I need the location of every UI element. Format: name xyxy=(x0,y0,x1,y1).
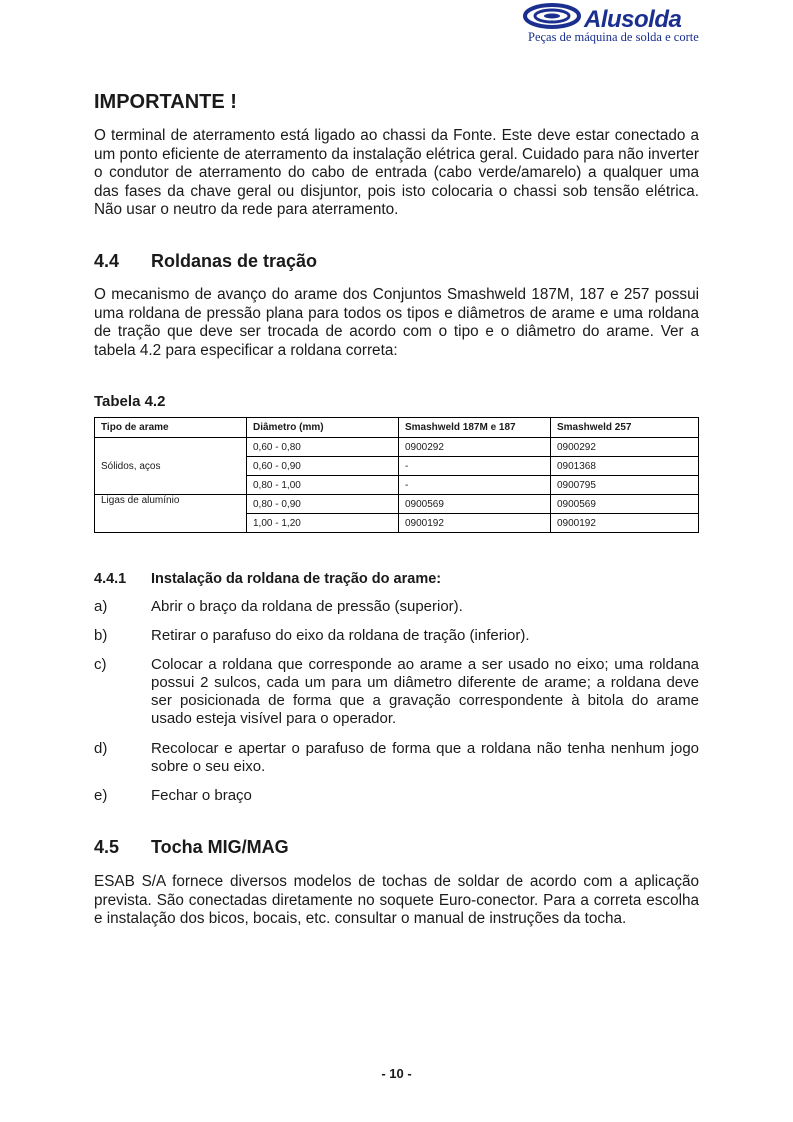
header-wire-type: Tipo de arame xyxy=(95,418,247,438)
list-item xyxy=(94,740,699,776)
part-257-cell: 0901368 xyxy=(551,457,699,476)
wire-type-cell: Sólidos, aços xyxy=(95,438,247,495)
part-187-cell: 0900569 xyxy=(399,495,551,514)
part-257-cell: 0900292 xyxy=(551,438,699,457)
wire-type-cell: Ligas de alumínio xyxy=(95,495,247,533)
list-item-label: c) xyxy=(94,656,107,673)
header-smashweld-187: Smashweld 187M e 187 xyxy=(399,418,551,438)
section-4-4-paragraph: O mecanismo de avanço do arame dos Conjuntos Smashweld 187M, 187 e 257 possui uma roldana de pressão plana para todos os tipos e diâmetros de arame e uma roldana de tração que deve ser trocada de acordo com o tipo e o diâmetro do arame. Ver a tabela 4.2 para especificar a roldana correta: xyxy=(94,286,699,359)
table-title: Tabela 4.2 xyxy=(94,393,166,410)
list-item-text: Abrir o braço da roldana de pressão (superior). xyxy=(151,598,463,615)
roller-table xyxy=(94,417,699,533)
subsection-title: Instalação da roldana de tração do arame: xyxy=(151,571,442,587)
list-item-text: Colocar a roldana que corresponde ao arame a ser usado no eixo; uma roldana possui 2 sulcos, cada um para um diâmetro diferente de arame; a roldana deve ser posicionada de forma que a gravação correspondente à bitola do arame usado esteja visível para o operador. xyxy=(151,656,699,727)
logo-tagline: Peças de máquina de solda e corte xyxy=(528,30,699,44)
part-257-cell: 0900192 xyxy=(551,514,699,533)
list-item xyxy=(94,627,699,645)
part-187-cell: 0900192 xyxy=(399,514,551,533)
list-item xyxy=(94,787,699,805)
list-item xyxy=(94,598,699,616)
diameter-cell: 0,80 - 0,90 xyxy=(247,495,399,514)
header-diameter: Diâmetro (mm) xyxy=(247,418,399,438)
important-heading: IMPORTANTE ! xyxy=(94,91,237,113)
list-item-label: a) xyxy=(94,598,108,615)
section-title: Tocha MIG/MAG xyxy=(151,837,289,857)
part-257-cell: 0900569 xyxy=(551,495,699,514)
table-row xyxy=(95,495,699,514)
list-item-label: d) xyxy=(94,740,108,757)
section-4-4-heading xyxy=(94,251,317,272)
list-item-text: Fechar o braço xyxy=(151,787,252,804)
part-187-cell: - xyxy=(399,457,551,476)
table-header-row xyxy=(95,418,699,438)
section-number: 4.4 xyxy=(94,251,120,271)
diameter-cell: 0,60 - 0,90 xyxy=(247,457,399,476)
list-item-text: Recolocar e apertar o parafuso de forma que a roldana não tenha nenhum jogo sobre o seu eixo. xyxy=(151,740,699,775)
subsection-number: 4.4.1 xyxy=(94,571,127,587)
logo-swoosh-icon xyxy=(522,2,586,32)
part-187-cell: - xyxy=(399,476,551,495)
section-4-5-heading xyxy=(94,837,289,858)
section-number: 4.5 xyxy=(94,837,120,857)
diameter-cell: 0,60 - 0,80 xyxy=(247,438,399,457)
section-4-5-paragraph: ESAB S/A fornece diversos modelos de tochas de soldar de acordo com a aplicação prevista. São conectadas diretamente no soquete Euro-conector. Para a correta escolha e instalação dos bicos, bocais, etc. consultar o manual de instruções da tocha. xyxy=(94,873,699,927)
section-4-4-1-heading xyxy=(94,571,441,587)
alusolda-logo xyxy=(522,2,737,46)
list-item-text: Retirar o parafuso do eixo da roldana de tração (inferior). xyxy=(151,627,530,644)
list-item-label: b) xyxy=(94,627,108,644)
list-item xyxy=(94,656,699,728)
diameter-cell: 1,00 - 1,20 xyxy=(247,514,399,533)
section-title: Roldanas de tração xyxy=(151,251,318,271)
part-257-cell: 0900795 xyxy=(551,476,699,495)
header-smashweld-257: Smashweld 257 xyxy=(551,418,699,438)
important-paragraph: O terminal de aterramento está ligado ao chassi da Fonte. Este deve estar conectado a um ponto eficiente de aterramento da instalação elétrica geral. Cuidado para não inverter o condutor de aterramento do cabo de entrada (cabo verde/amarelo) a qualquer uma das fases da chave geral ou disjuntor, pois isto colocaria o chassi sob tensão elétrica. Não usar o neutro da rede para aterramento. xyxy=(94,127,699,218)
page-number: - 10 - xyxy=(381,1066,412,1081)
logo-brand-name: Alusolda xyxy=(584,6,682,33)
table-row xyxy=(95,438,699,457)
part-187-cell: 0900292 xyxy=(399,438,551,457)
list-item-label: e) xyxy=(94,787,108,804)
diameter-cell: 0,80 - 1,00 xyxy=(247,476,399,495)
